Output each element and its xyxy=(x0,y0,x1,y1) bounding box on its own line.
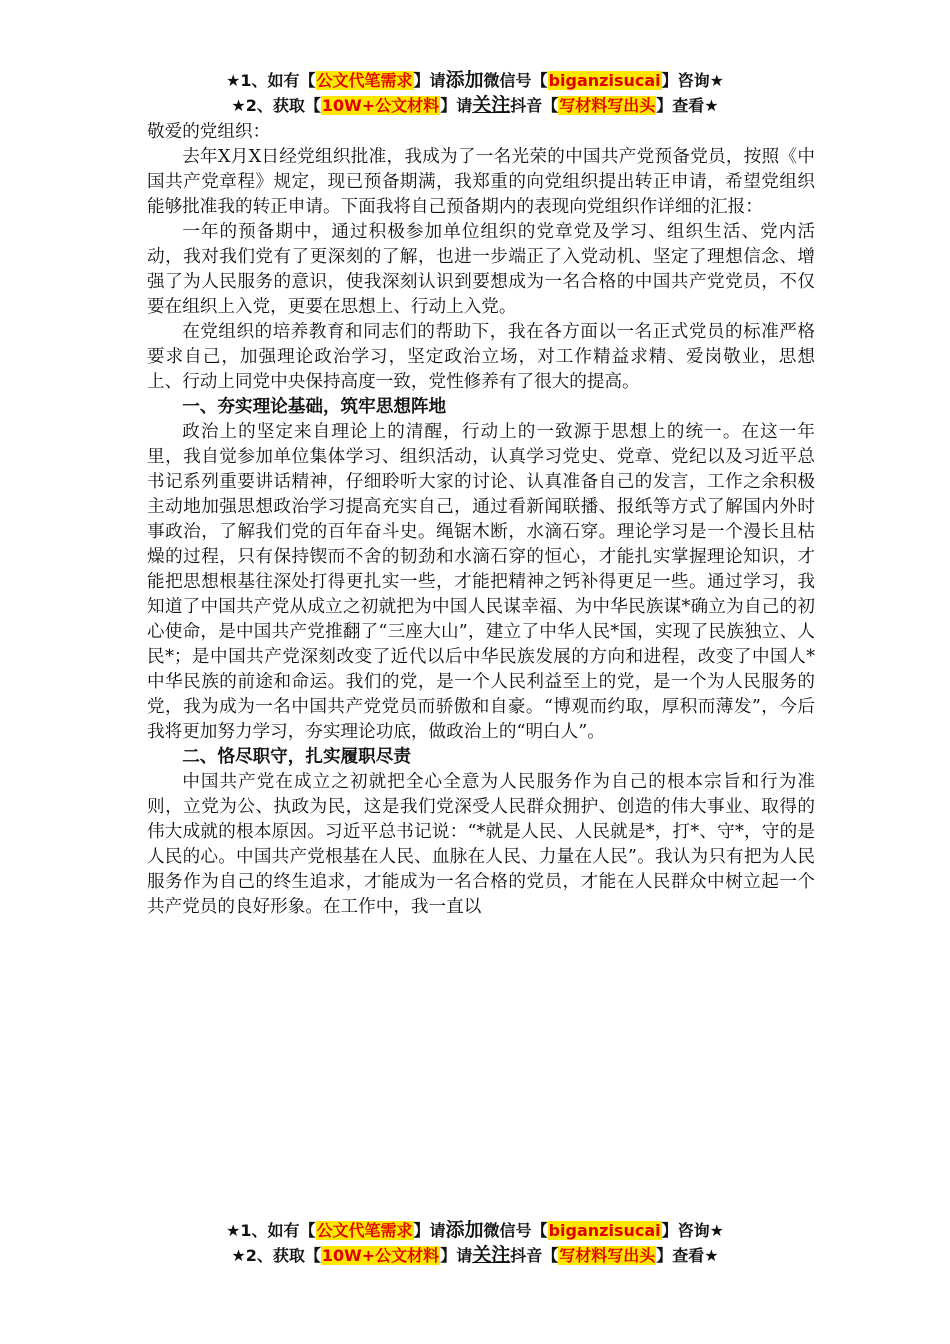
section-heading-2: 二、恪尽职守，扎实履职尽责 xyxy=(182,747,411,767)
banner-text: 2、获取【 xyxy=(245,1246,321,1265)
banner-text: 1、如有【 xyxy=(240,1221,316,1240)
banner-text: 】查看★ xyxy=(656,1246,719,1265)
banner-text: 】请 xyxy=(440,96,473,115)
paragraph-conduct: 在党组织的培养教育和同志们的帮助下，我在各方面以一名正式党员的标准严格要求自己，加强理论政治学习，坚定政治立场，对工作精益求精、爱岗敬业，思想上、行动上同党中央保持高度一致，党性修养有了很大的提高。 xyxy=(147,322,815,392)
banner-text: 微信号【 xyxy=(483,1221,548,1240)
banner-text: 】请 xyxy=(413,71,446,90)
banner-emphasis: 关注 xyxy=(472,1244,511,1266)
highlight-materials: 10W+公文材料 xyxy=(321,1246,440,1265)
banner-emphasis: 关注 xyxy=(472,94,511,116)
banner-emphasis: 添加 xyxy=(445,1219,484,1241)
banner-line-1 xyxy=(0,1218,950,1243)
banner-text: 抖音【 xyxy=(510,96,559,115)
section-2-body: 中国共产党在成立之初就把全心全意为人民服务作为自己的根本宗旨和行为准则，立党为公、执政为民，这是我们党深受人民群众拥护、创造的伟大事业、取得的伟大成就的根本原因。习近平总书记说：“*就是人民、人民就是*，打*、守*，守的是人民的心。中国共产党根基在人民、血脉在人民、力量在人民”。我认为只有把为人民服务作为自己的终生追求，才能成为一名合格的党员，才能在人民群众中树立起一个共产党员的良好形象。在工作中，我一直以 xyxy=(147,772,815,917)
salutation: 敬爱的党组织： xyxy=(147,122,271,142)
paragraph-probation: 一年的预备期中，通过积极参加单位组织的党章党及学习、组织生活、党内活动，我对我们党有了更深刻的了解，也进一步端正了入党动机、坚定了理想信念、增强了为人民服务的意识，使我深刻认识到要想成为一名合格的中国共产党党员，不仅要在组织上入党，更要在思想上、行动上入党。 xyxy=(147,222,815,317)
banner-text: 1、如有【 xyxy=(240,71,316,90)
highlight-wechat-id: biganzisucai xyxy=(548,71,661,90)
banner-line-1 xyxy=(0,68,950,93)
banner-text: 】请 xyxy=(413,1221,446,1240)
section-1-body: 政治上的坚定来自理论上的清醒，行动上的一致源于思想上的统一。在这一年里，我自觉参加单位集体学习、组织活动，认真学习党史、党章、党纪以及习近平总书记系列重要讲话精神，仔细聆听大家的讨论、认真准备自己的发言，工作之余积极主动地加强思想政治学习提高充实自己，通过看新闻联播、报纸等方式了解国内外时事政治，了解我们党的百年奋斗史。绳锯木断，水滴石穿。理论学习是一个漫长且枯燥的过程，只有保持锲而不舍的韧劲和水滴石穿的恒心，才能扎实掌握理论知识，才能把思想根基往深处打得更扎实一些，才能把精神之钙补得更足一些。通过学习，我知道了中国共产党从成立之初就把为中国人民谋幸福、为中华民族谋*确立为自己的初心使命，是中国共产党推翻了“三座大山”，建立了中华人民*国，实现了民族独立、人民*；是中国共产党深刻改变了近代以后中华民族发展的方向和进程，改变了中国人*中华民族的前途和命运。我们的党，是一个人民利益至上的党，是一个为人民服务的党，我为成为一名中国共产党党员而骄傲和自豪。“博观而约取，厚积而薄发”，今后我将更加努力学习，夯实理论功底，做政治上的“明白人”。 xyxy=(147,422,815,742)
highlight-service: 公文代笔需求 xyxy=(316,71,413,90)
paragraph-intro: 去年X月X日经党组织批准，我成为了一名光荣的中国共产党预备党员，按照《中国共产党章程》规定，现已预备期满，我郑重的向党组织提出转正申请，希望党组织能够批准我的转正申请。下面我将自己预备期内的表现向党组织作详细的汇报： xyxy=(147,147,815,217)
header-banner xyxy=(0,68,950,118)
highlight-douyin-account: 写材料写出头 xyxy=(559,1246,656,1265)
banner-text: 2、获取【 xyxy=(245,96,321,115)
banner-text: 】查看★ xyxy=(656,96,719,115)
banner-line-2 xyxy=(0,1243,950,1268)
banner-line-2 xyxy=(0,93,950,118)
highlight-wechat-id: biganzisucai xyxy=(548,1221,661,1240)
highlight-materials: 10W+公文材料 xyxy=(321,96,440,115)
highlight-douyin-account: 写材料写出头 xyxy=(559,96,656,115)
highlight-service: 公文代笔需求 xyxy=(316,1221,413,1240)
banner-text: 】咨询★ xyxy=(661,71,724,90)
banner-emphasis: 添加 xyxy=(445,69,484,91)
banner-text: 】请 xyxy=(440,1246,473,1265)
star-icon: ★ xyxy=(226,71,241,90)
banner-text: 抖音【 xyxy=(510,1246,559,1265)
star-icon: ★ xyxy=(226,1221,241,1240)
footer-banner xyxy=(0,1218,950,1268)
star-icon: ★ xyxy=(231,1246,246,1265)
section-heading-1: 一、夯实理论基础，筑牢思想阵地 xyxy=(182,397,447,417)
banner-text: 微信号【 xyxy=(483,71,548,90)
banner-text: 】咨询★ xyxy=(661,1221,724,1240)
document-body xyxy=(147,120,815,920)
star-icon: ★ xyxy=(231,96,246,115)
